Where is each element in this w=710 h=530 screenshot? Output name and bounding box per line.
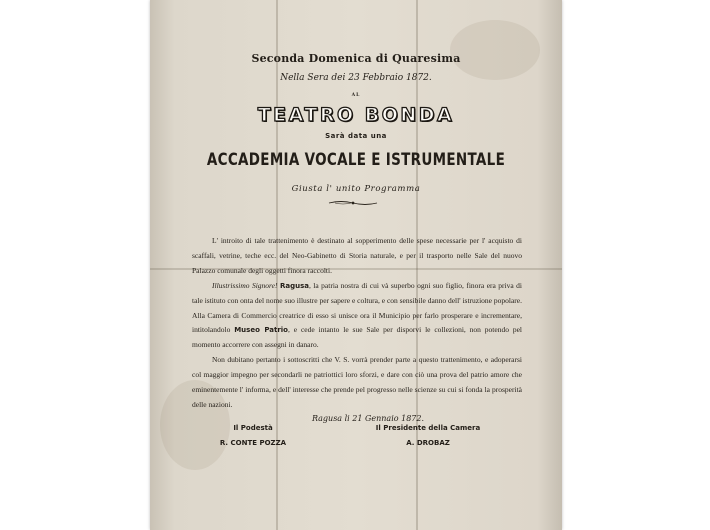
programme-line: Giusta l' unito Programma — [291, 184, 421, 194]
museum-name: Museo Patrio — [234, 326, 288, 335]
salutation: Illustrissimo Signore! — [212, 280, 278, 290]
dateline: Ragusa li 21 Gennaio 1872. — [311, 414, 425, 423]
theatre-title: TEATRO BONDA — [257, 104, 455, 126]
given-line: Sarà data una — [325, 132, 387, 140]
signatory-name: A. DROBAZ — [406, 439, 450, 447]
event-date: Nella Sera dei 23 Febbraio 1872. — [280, 73, 432, 83]
signatory-title: Il Podestà — [233, 424, 273, 432]
paragraph-appeal-b: , e cede intanto le sue Sale per disporvi le collezioni, non potendo pel momento accorrere con assegni in danaro. — [192, 325, 522, 350]
paragraph-closing: Non dubitano pertanto i sottoscritti che V. S. vorrà prender parte a questo trattenimento, e adoperarsi col maggior impegno per secondarli ne patriottici loro sforzi, e dare con ciò una prova del patrio amore che eminentemente l' informa, e dell' interesse che prende pel progresso nelle scienze su cui si fonda la prosperità delle nazioni. — [192, 355, 522, 409]
event-title: ACCADEMIA VOCALE E ISTRUMENTALE — [206, 150, 506, 170]
signatory-name: R. CONTE POZZA — [219, 439, 287, 447]
paragraph-appeal-a: , la patria nostra di cui và superbo ogni suo figlio, finora era priva di tale istituto con onta del nome suo illustre per sapere e coltura, e con sensibile danno dell' istruzione popolare. Alla Camera di Commercio creatrice di esso si unisce ora il Municipio per farlo prosperare e incrementare, intitolandolo — [192, 280, 523, 335]
poster-sheet — [150, 0, 562, 530]
signature-president — [353, 421, 503, 451]
paragraph-purpose: L' introito di tale trattenimento è destinato al sopperimento delle spese necessarie per l' acquisto di scaffali, vetrine, teche ecc. del Neo-Gabinetto di Storia naturale, e per il trasporto nelle Sale del nuovo Palazzo comunale degli oggetti finora raccolti. — [192, 236, 522, 275]
signature-podesta — [178, 421, 328, 451]
body-text — [192, 234, 522, 413]
subtitle: Seconda Domenica di Quaresima — [251, 52, 461, 65]
city-name: Ragusa — [279, 281, 309, 290]
ornament-divider-icon — [327, 199, 379, 207]
signatory-title: Il Presidente della Camera — [375, 424, 481, 432]
preposition: AL — [351, 93, 361, 98]
paper-stain — [450, 20, 540, 80]
paragraph-appeal — [192, 279, 522, 354]
